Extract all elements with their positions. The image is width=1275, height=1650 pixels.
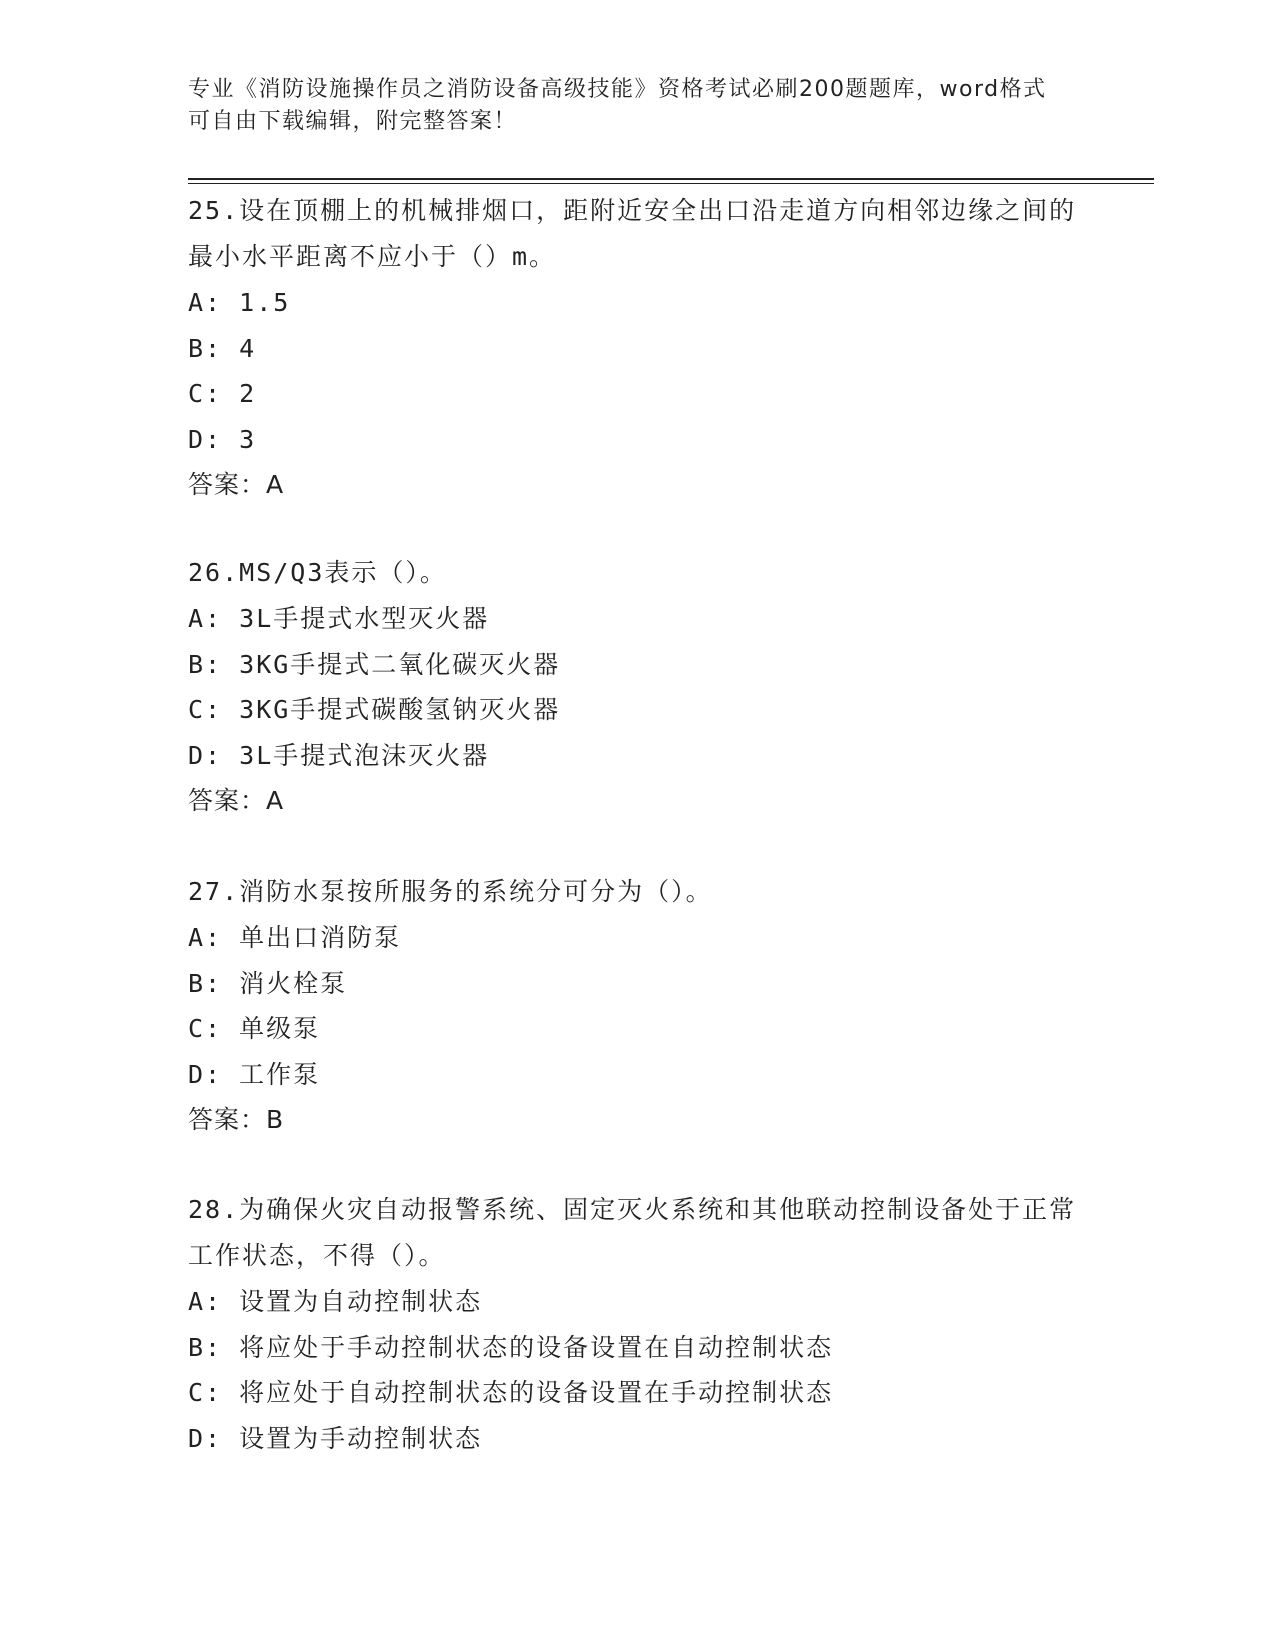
option-c: C: 单级泵 [188,1014,321,1043]
option-a: A: 设置为自动控制状态 [188,1287,483,1316]
question-27 [188,869,1088,1143]
question-stem: 25.设在顶棚上的机械排烟口，距附近安全出口沿走道方向相邻边缘之间的最小水平距离不应小于（）m。 [188,196,1077,271]
option-c: C: 2 [188,379,257,408]
option-d: D: 设置为手动控制状态 [188,1423,483,1453]
header-divider-thin [188,183,1154,184]
option-b: B: 消火栓泵 [188,968,348,998]
document-header: 专业《消防设施操作员之消防设备高级技能》资格考试必刷200题题库，word格式可自由下载编辑，附完整答案！ [188,77,1047,134]
option-b: B: 4 [188,333,257,363]
answer-line: 答案：B [188,1105,285,1134]
option-b: B: 将应处于手动控制状态的设备设置在自动控制状态 [188,1332,834,1362]
question-26 [188,550,1088,824]
answer-line: 答案：A [188,786,285,815]
question-stem: 26.MS/Q3表示（）。 [188,558,447,587]
option-a: A: 单出口消防泵 [188,923,402,952]
question-28 [188,1187,1088,1461]
option-d: D: 3 [188,424,257,454]
option-b: B: 3KG手提式二氧化碳灭火器 [188,649,561,679]
option-a: A: 3L手提式水型灭火器 [188,604,490,633]
question-stem: 28.为确保火灾自动报警系统、固定灭火系统和其他联动控制设备处于正常工作状态，不得（）。 [188,1195,1077,1270]
question-stem: 27.消防水泵按所服务的系统分可分为（）。 [188,877,713,906]
option-d: D: 3L手提式泡沫灭火器 [188,740,490,770]
header-divider-thick [188,178,1154,180]
answer-line: 答案：A [188,470,285,499]
option-d: D: 工作泵 [188,1059,321,1089]
option-c: C: 将应处于自动控制状态的设备设置在手动控制状态 [188,1378,834,1407]
question-25 [188,188,1088,508]
option-a: A: 1.5 [188,288,291,317]
option-c: C: 3KG手提式碳酸氢钠灭火器 [188,695,561,724]
